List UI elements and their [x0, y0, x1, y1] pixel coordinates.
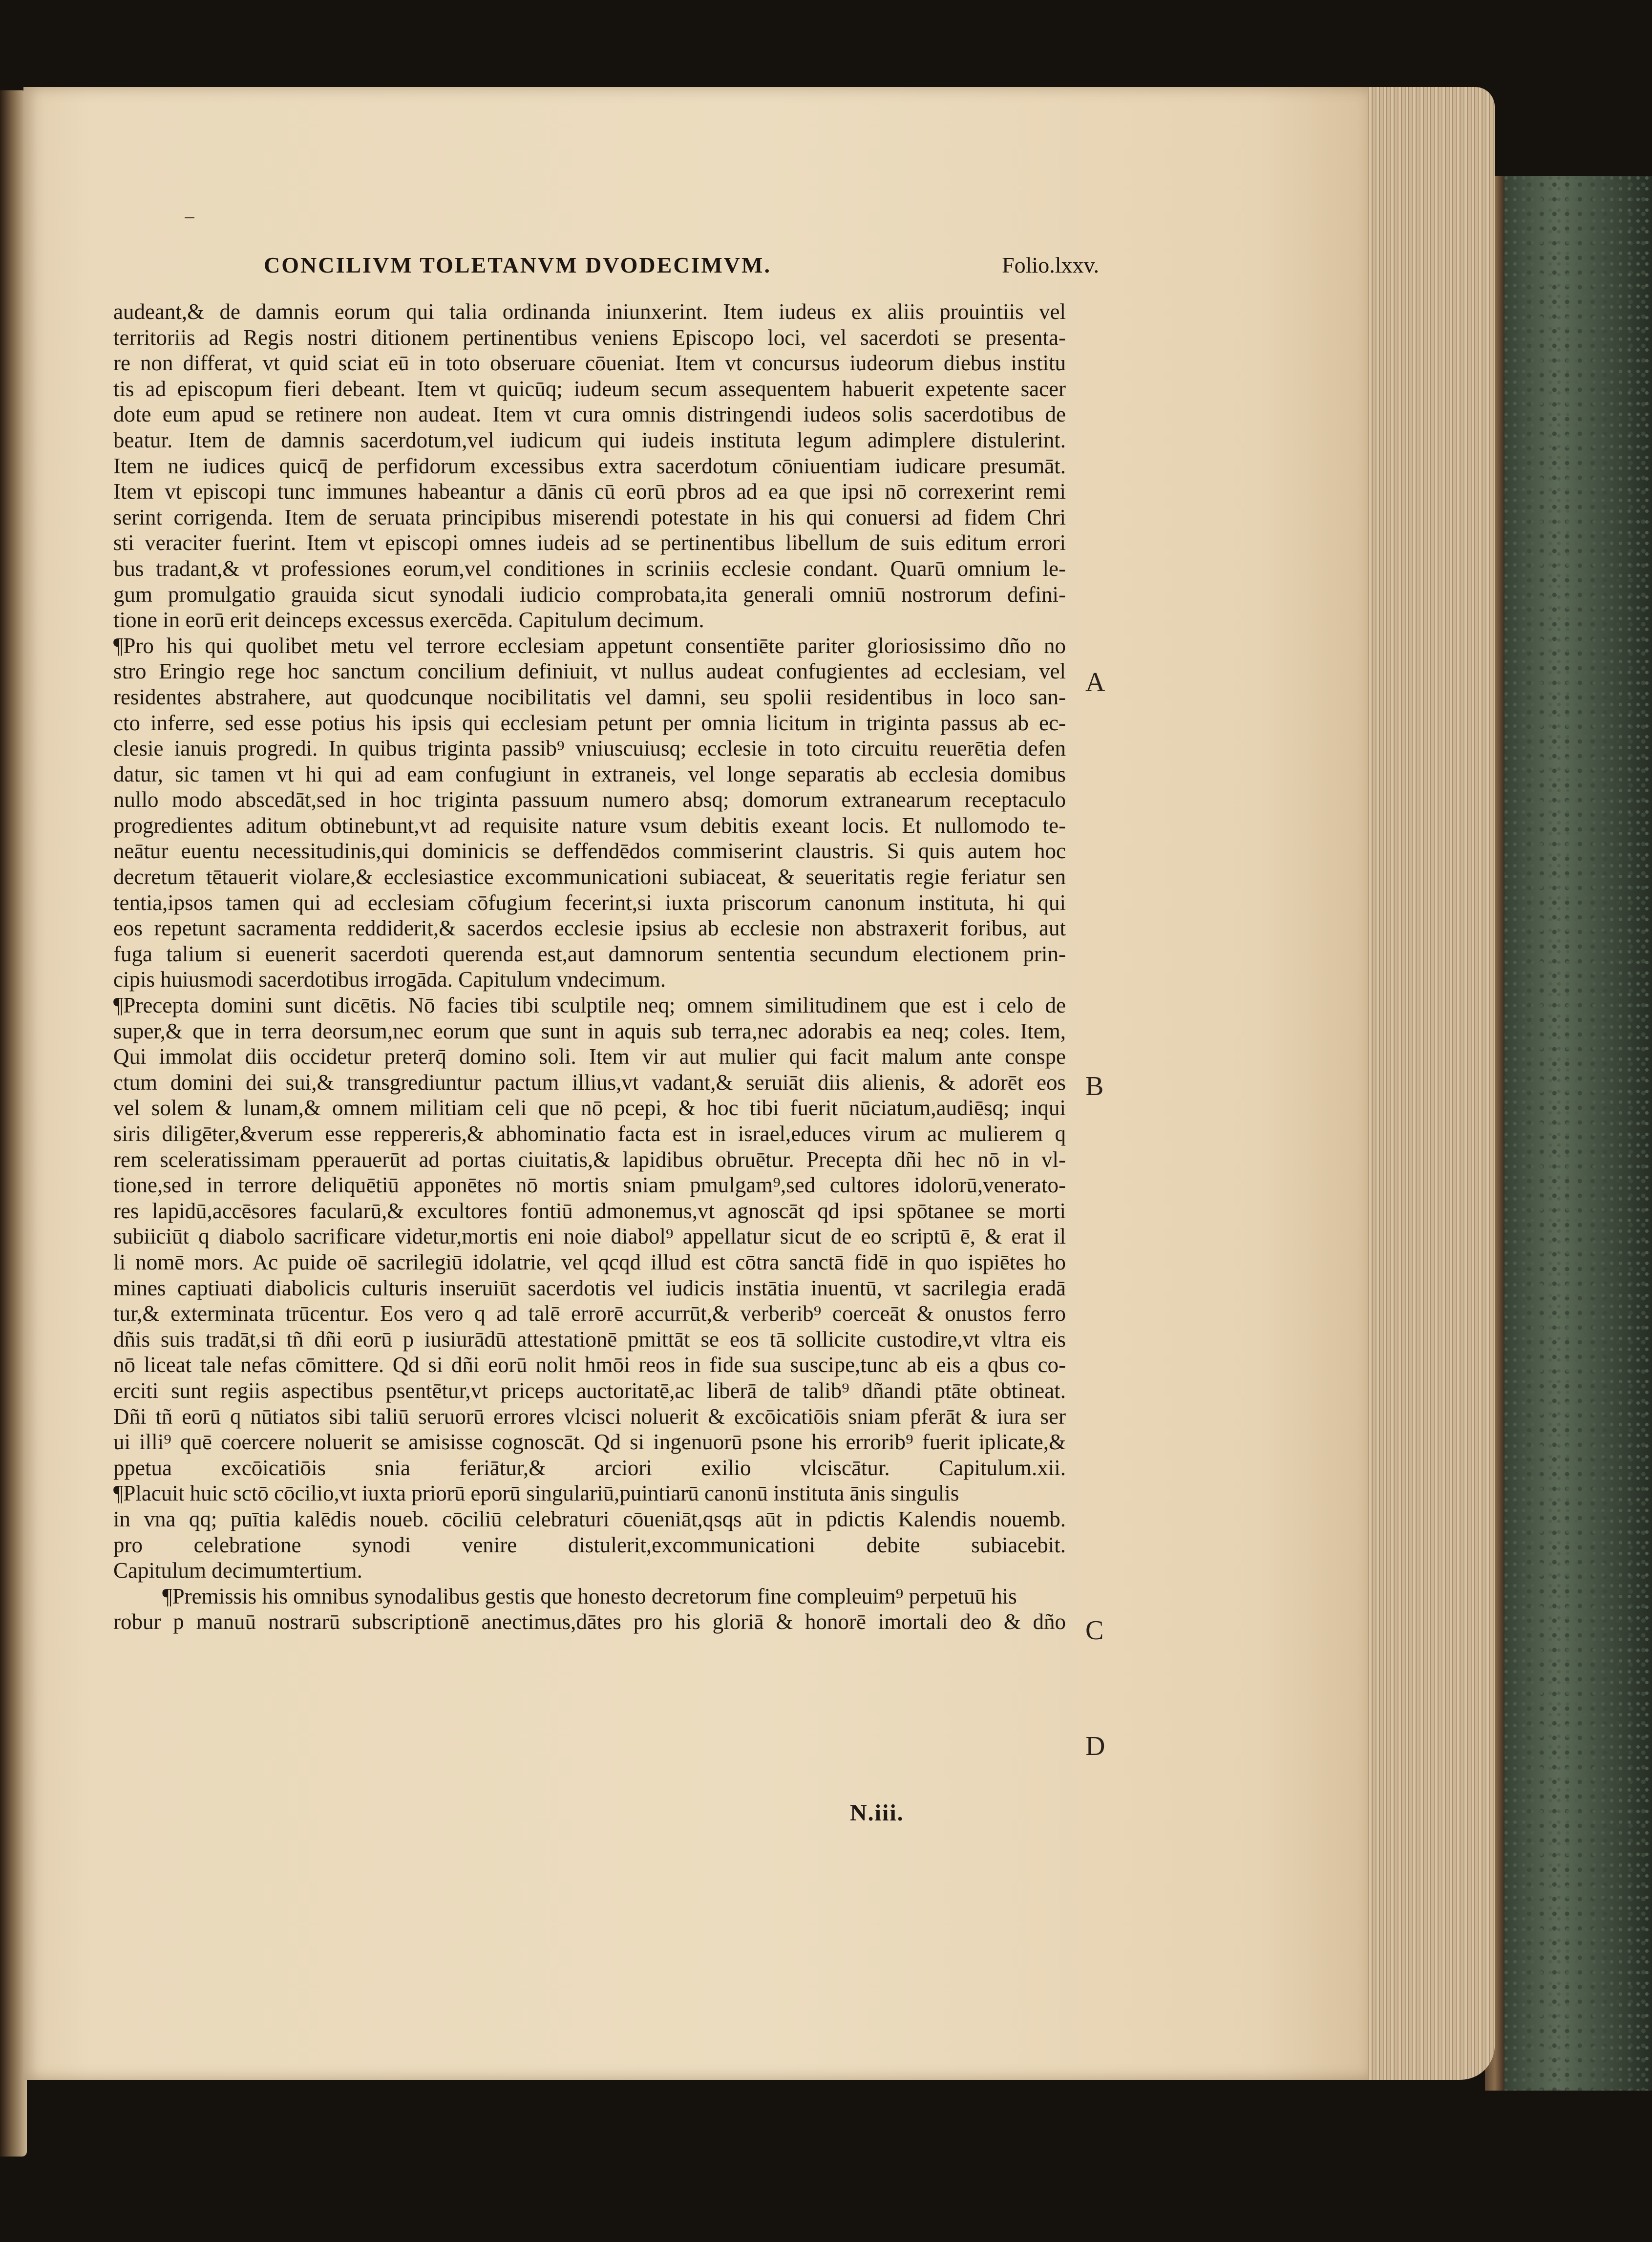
text-line: datur, sic tamen vt hi qui ad eam confugiunt in extraneis, vel longe separatis ab ecclesia domibus — [113, 761, 1066, 786]
left-page-edge — [0, 90, 27, 2157]
folio-number: Folio.lxxv. — [1002, 253, 1099, 277]
text-line: ctum domini dei sui,& transgrediuntur pactum illius,vt vadant,& seruiāt diis alienis, & adorēt eos — [113, 1070, 1066, 1095]
margin-letter-d: D — [1085, 1731, 1105, 1761]
pen-mark — [185, 217, 194, 218]
signature-mark: N.iii. — [850, 1800, 904, 1826]
text-line: super,& que in terra deorsum,nec eorum que sunt in aquis sub terra,nec adorabis ea neq; coles. Item, — [113, 1018, 1066, 1043]
text-line: mines captiuati diabolicis culturis inseruiūt sacerdotis vel iudicis instātia inuentū, vt sacrilegia eradā — [113, 1275, 1066, 1300]
text-line: in vna qq; puītia kalēdis noueb. cōciliū celebraturi cōueniāt,qsqs aūt in pdictis Kalendis nouemb. — [113, 1506, 1066, 1531]
text-line: subiiciūt q diabolo sacrificare videtur,mortis eni noie diabol⁹ appellatur sicut de eo scriptū ē, & erat il — [113, 1224, 1066, 1249]
text-line: fuga talium si euenerit sacerdoti querenda est,aut damnorum sententia secundum electionem prin- — [113, 941, 1066, 966]
text-line: Capitulum decimumtertium. — [113, 1558, 362, 1583]
text-line: vel solem & lunam,& omnem militiam celi que nō pcepi, & hoc tibi fuerit nūciatum,audiēsq; inqui — [113, 1096, 1066, 1121]
text-line: Qui immolat diis occidetur preterq̄ domino soli. Item vir aut mulier qui facit malum ante conspe — [113, 1044, 1066, 1069]
text-line: eos repetunt sacramenta reddiderit,& sacerdos ecclesie ipsius ab ecclesie non abstraxerit foribus, aut — [113, 916, 1066, 941]
text-line: tione in eorū erit deinceps excessus exercēda. Capitulum decimum. — [113, 608, 704, 633]
text-line: Item vt episcopi tunc immunes habeantur a dānis cū eorū pbros ad ea que ipsi nō correxerint remi — [113, 479, 1066, 504]
text-line: serint corrigenda. Item de seruata principibus miserendi potestate in his qui conuersi ad fidem Chri — [113, 505, 1066, 529]
text-line: progredientes aditum obtinebunt,vt ad requisite nature vsum debitis exeant locis. Et nullomodo te- — [113, 813, 1066, 838]
text-line: pro celebratione synodi venire distulerit,excommunicationi debite subiacebit. — [113, 1532, 1066, 1557]
margin-letter-a: A — [1085, 667, 1105, 698]
text-line: ¶Placuit huic sctō cōcilio,vt iuxta priorū eporū singulariū,puintiarū canonū instituta ānis singulis — [113, 1481, 959, 1506]
text-line: residentes abstrahere, aut quodcunque nocibilitatis vel damni, seu spolii residentibus in loco san- — [113, 684, 1066, 709]
text-line: cipis huiusmodi sacerdotibus irrogāda. Capitulum vndecimum. — [113, 967, 666, 992]
text-line: stro Eringio rege hoc sanctum concilium definiuit, vt nullus audeat confugientes ad ecclesiam, vel — [113, 659, 1066, 684]
text-line: ¶Pro his qui quolibet metu vel terrore ecclesiam appetunt consentiēte pariter gloriosissimo dño no — [113, 633, 1066, 658]
text-line: clesie ianuis progredi. In quibus triginta passib⁹ vniuscuiusq; ecclesie in toto circuitu reuerētia defen — [113, 736, 1066, 761]
text-line: cto inferre, sed esse potius his ipsis qui ecclesiam petunt per omnia licitum in triginta passus ab ec- — [113, 710, 1066, 735]
margin-letter-b: B — [1085, 1071, 1104, 1101]
text-line: rem sceleratissimam pperauerūt ad portas ciuitatis,& lapidibus obruētur. Precepta dñi hec nō in vl- — [113, 1147, 1066, 1172]
text-line: ¶Precepta domini sunt dicētis. Nō facies tibi sculptile neq; omnem similitudinem que est i celo de — [113, 993, 1066, 1018]
running-title: CONCILIVM TOLETANVM DVODECIMVM. — [264, 253, 771, 277]
text-line: beatur. Item de damnis sacerdotum,vel iudicum qui iudeis instituta legum adimplere distulerint. — [113, 427, 1066, 452]
text-line: tentia,ipsos tamen qui ad ecclesiam cōfugium fecerint,si iuxta priscorum canonum instituta, hi qui — [113, 890, 1066, 915]
text-line: tione,sed in terrore deliquētiū apponētes nō mortis sniam pmulgam⁹,sed cultores idolorū,venerato- — [113, 1173, 1066, 1198]
body-text — [113, 299, 1066, 1635]
text-line: territoriis ad Regis nostri ditionem pertinentibus veniens Episcopo loci, vel sacerdoti se presenta- — [113, 325, 1066, 350]
text-line: bus tradant,& vt professiones eorum,vel conditiones in scriniis ecclesie condant. Quarū omnium le- — [113, 556, 1066, 581]
text-line: ppetua excōicatiōis snia feriātur,& arciori exilio vlciscātur. Capitulum.xii. — [113, 1455, 1066, 1480]
text-line: decretum tētauerit violare,& ecclesiastice excommunicationi subiaceat, & seueritatis regie feriatur sen — [113, 865, 1066, 889]
text-line: ui illi⁹ quē coercere noluerit se amisisse cognoscāt. Qd si ingenuorū psone his errorib⁹ fuerit iplicate,& — [113, 1430, 1066, 1455]
text-line: siris diligēter,&verum esse reppereris,& abhominatio facta est in israel,educes virum ac mulierem q — [113, 1121, 1066, 1146]
text-line: erciti sunt regiis aspectibus psentētur,vt priceps auctoritatē,ac liberā de talib⁹ dñandi ptāte obtineat. — [113, 1378, 1066, 1403]
text-line: nō liceat tale nefas cōmittere. Qd si dñi eorū nolit hmōi reos in fide sua suscipe,tunc ab eis a qbus co- — [113, 1353, 1066, 1377]
text-line: dñis suis tradāt,si tñ dñi eorū p iusiurādū attestationē pmittāt se eos tā sollicite custodire,vt vltra eis — [113, 1327, 1066, 1352]
text-line: res lapidū,accēsores facularū,& excultores fontiū admonemus,vt agnoscāt qd ipsi spōtanee se morti — [113, 1198, 1066, 1223]
text-line: li nomē mors. Ac puide oē sacrilegiū idolatrie, vel qcqd illud est cōtra sanctā fidē in quo ispiētes ho — [113, 1249, 1066, 1274]
text-line: neātur euentu necessitudinis,qui dominicis se deffendēdos commiserint claustris. Si quis autem hoc — [113, 839, 1066, 864]
text-line: re non differat, vt quid sciat eū in toto obseruare cōueniat. Item vt concursus iudeorum diebus institu — [113, 351, 1066, 376]
text-line: sti veraciter fuerint. Item vt episcopi omnes iudeis ad se pertinentibus libellum de suis editum errori — [113, 530, 1066, 555]
text-line: Item ne iudices quicq̄ de perfidorum excessibus extra sacerdotum cōniuentiam iudicare presumāt. — [113, 453, 1066, 478]
text-line: ¶Premissis his omnibus synodalibus gestis que honesto decretorum fine compleuim⁹ perpetuū his — [162, 1584, 1017, 1608]
text-line: tur,& exterminata trūcentur. Eos vero q ad talē errorē accurrūt,& verberib⁹ coerceāt & onustos ferro — [113, 1301, 1066, 1326]
margin-letter-c: C — [1085, 1615, 1104, 1646]
text-line: dote eum apud se retinere non audeat. Item vt cura omnis distringendi iudeos solis sacerdotibus de — [113, 402, 1066, 427]
text-line: gum promulgatio grauida sicut synodali iudicio comprobata,ita generali omniū nostrorum defini- — [113, 582, 1066, 607]
text-line: nullo modo abscedāt,sed in hoc triginta passuum numero absq; domorum extranearum receptaculo — [113, 787, 1066, 812]
text-line: robur p manuū nostrarū subscriptionē anectimus,dātes pro his gloriā & honorē imortali deo & dño — [113, 1609, 1066, 1634]
book-cover — [1495, 176, 1652, 2091]
page-stack-fore-edge — [1358, 87, 1495, 2080]
text-line: tis ad episcopum fieri debeant. Item vt quicūq; iudeum secum assequentem habuerit expetente sacer — [113, 376, 1066, 401]
text-line: audeant,& de damnis eorum qui talia ordinanda iniunxerint. Item iudeus ex aliis prouintiis vel — [113, 299, 1066, 324]
text-line: Dñi tñ eorū q nūtiatos sibi taliū seruorū errores vlcisci noluerit & excōicatiōis sniam pferāt & iura ser — [113, 1404, 1066, 1429]
